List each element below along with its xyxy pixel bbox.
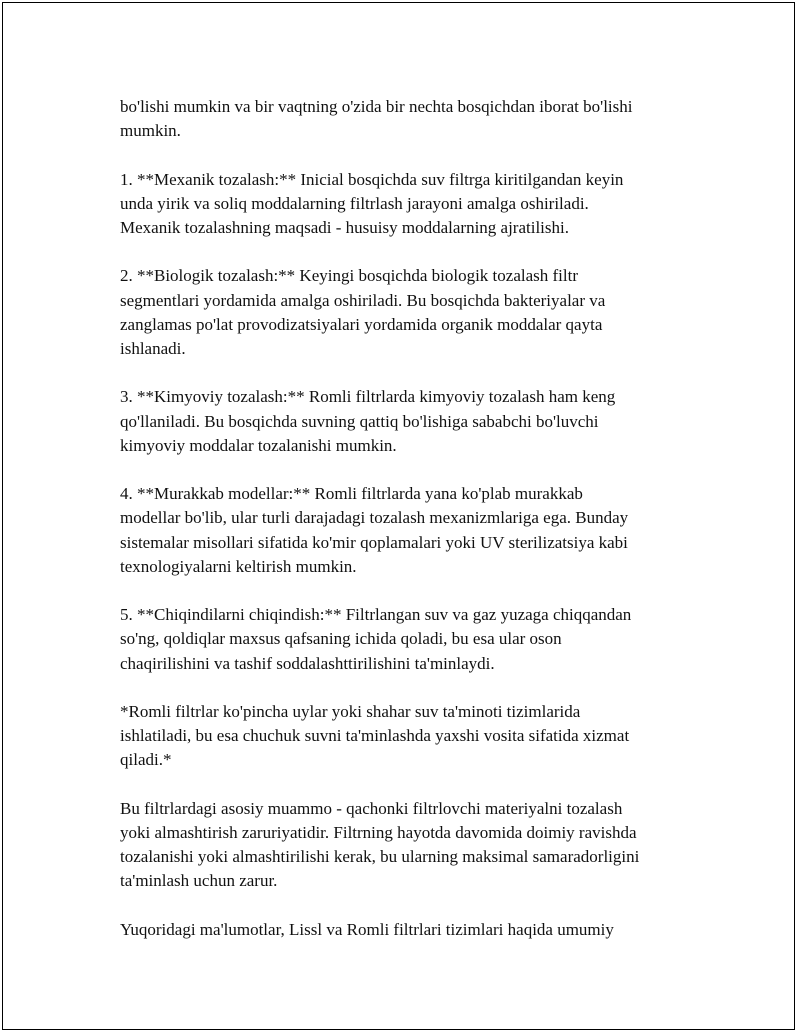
text-line: ta'minlash uchun zarur. (120, 871, 278, 891)
text-line: texnologiyalarni keltirish mumkin. (120, 556, 357, 576)
text-line: segmentlari yordamida amalga oshiriladi. Bu bosqichda bakteriyalar va (120, 290, 606, 310)
text-line: yoki almashtirish zaruriyatidir. Filtrning hayotda davomida doimiy ravishda (120, 822, 637, 842)
text-line: qiladi.* (120, 750, 172, 770)
page-frame (2, 2, 795, 1030)
text-line: ishlanadi. (120, 339, 186, 358)
text-line: qo'llaniladi. Bu bosqichda suvning qattiq bo'lishiga sababchi bo'luvchi (120, 411, 599, 431)
paragraph (120, 918, 700, 942)
paragraph (120, 264, 700, 361)
text-line: mumkin. (120, 121, 181, 141)
text-line: so'ng, qoldiqlar maxsus qafsaning ichida qoladi, bu esa ular oson (120, 629, 562, 649)
text-line: 3. **Kimyoviy tozalash:** Romli filtrlarda kimyoviy tozalash ham keng (120, 387, 616, 407)
document-body (120, 95, 700, 966)
text-line: ishlatiladi, bu esa chuchuk suvni ta'minlashda yaxshi vosita sifatida xizmat (120, 726, 630, 746)
text-line: tozalanishi yoki almashtirilishi kerak, bu ularning maksimal samaradorligini (120, 847, 640, 867)
paragraph (120, 95, 700, 143)
paragraph (120, 385, 700, 458)
text-line: 5. **Chiqindilarni chiqindish:** Filtrlangan suv va gaz yuzaga chiqqandan (120, 605, 632, 625)
text-line: sistemalar misollari sifatida ko'mir qoplamalari yoki UV sterilizatsiya kabi (120, 532, 628, 552)
paragraph (120, 168, 700, 241)
paragraph (120, 603, 700, 676)
text-line: Mexanik tozalashning maqsadi - husuisy moddalarning ajratilishi. (120, 218, 569, 237)
text-line: modellar bo'lib, ular turli darajadagi tozalash mexanizmlariga ega. Bunday (120, 508, 629, 528)
text-line: Yuqoridagi ma'lumotlar, Lissl va Romli filtrlari tizimlari haqida umumiy (120, 919, 614, 939)
text-line: unda yirik va soliq moddalarning filtrlash jarayoni amalga oshiriladi. (120, 193, 589, 213)
text-line: chaqirilishini va tashif soddalashttirilishini ta'minlaydi. (120, 653, 495, 673)
text-line: bo'lishi mumkin va bir vaqtning o'zida bir nechta bosqichdan iborat bo'lishi (120, 97, 633, 116)
paragraph (120, 797, 700, 894)
text-line: *Romli filtrlar ko'pincha uylar yoki shahar suv ta'minoti tizimlarida (120, 701, 581, 721)
text-line: 4. **Murakkab modellar:** Romli filtrlarda yana ko'plab murakkab (120, 484, 583, 504)
text-line: 1. **Mexanik tozalash:** Inicial bosqichda suv filtrga kiritilgandan keyin (120, 169, 624, 189)
paragraph (120, 700, 700, 773)
text-line: Bu filtrlardagi asosiy muammo - qachonki filtrlovchi materiyalni tozalash (120, 798, 623, 818)
paragraph (120, 482, 700, 579)
text-line: zanglamas po'lat provodizatsiyalari yordamida organik moddalar qayta (120, 314, 603, 334)
text-line: 2. **Biologik tozalash:** Keyingi bosqichda biologik tozalash filtr (120, 266, 578, 286)
text-line: kimyoviy moddalar tozalanishi mumkin. (120, 435, 397, 455)
